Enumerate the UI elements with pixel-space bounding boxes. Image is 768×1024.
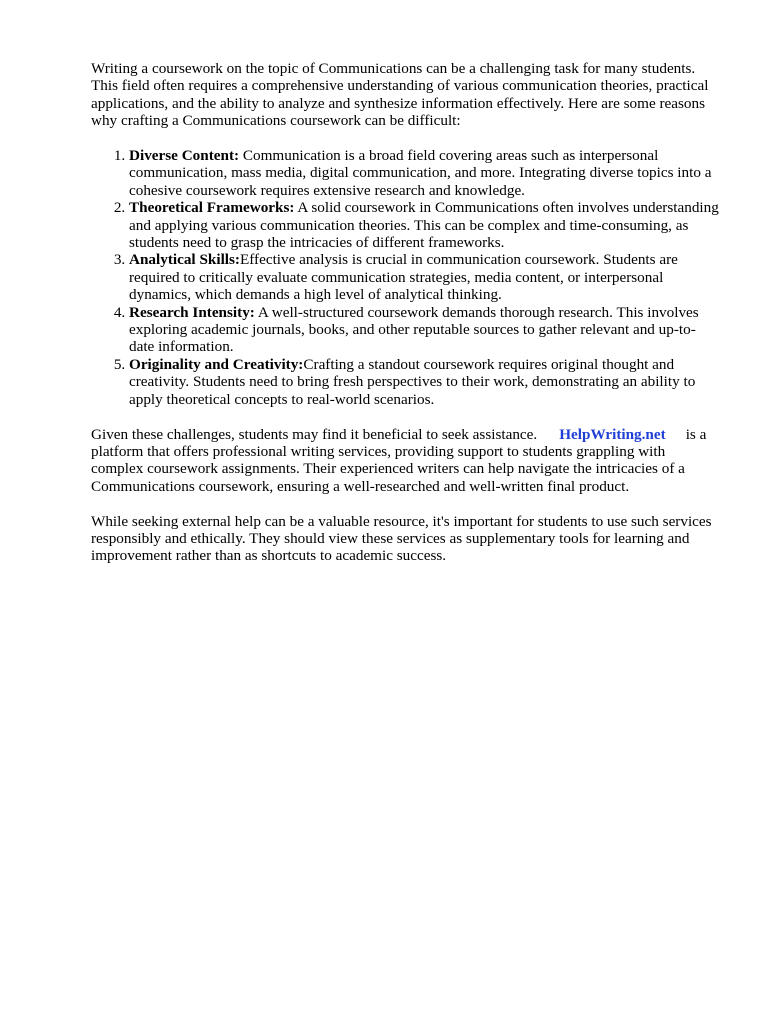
reasons-list (91, 147, 721, 408)
list-item (129, 199, 721, 251)
reason-text: A well-structured coursework demands thorough research. This involves exploring academic journals, books, and other reputable sources to gather relevant and up-to-date information. (129, 303, 699, 356)
reason-text: A solid coursework in Communications often involves understanding and applying various communication theories. This can be complex and time-consuming, as students need to grasp the intricacies of different frameworks. (129, 199, 719, 252)
list-item (129, 251, 721, 303)
list-item (129, 356, 721, 408)
list-item (129, 147, 721, 199)
reason-text: Communication is a broad field covering areas such as interpersonal communication, mass media, digital communication, and more. Integrating diverse topics into a cohesive coursework requires extensive research and knowledge. (129, 147, 712, 199)
reason-text: Effective analysis is crucial in communication coursework. Students are required to critically evaluate communication strategies, media content, or interpersonal dynamics, which demands a high level of analytical thinking. (129, 251, 678, 304)
list-item (129, 304, 721, 356)
reason-term: Research Intensity: (129, 303, 255, 321)
assistance-paragraph (91, 426, 721, 496)
document-page (91, 60, 721, 582)
intro-paragraph: Writing a coursework on the topic of Communications can be a challenging task for many students. This field often requires a comprehensive understanding of various communication theories, practical applications, and the ability to analyze and synthesize information effectively. Here are some reasons why crafting a Communications coursework can be difficult: (91, 60, 709, 130)
assistance-text-before: Given these challenges, students may find it beneficial to seek assistance. (91, 425, 538, 443)
reason-term: Originality and Creativity: (129, 355, 304, 373)
closing-paragraph: While seeking external help can be a valuable resource, it's important for students to use such services responsibly and ethically. They should view these services as supplementary tools for learning and improvement rather than as shortcuts to academic success. (91, 512, 712, 565)
helpwriting-link[interactable]: HelpWriting.net (559, 425, 666, 443)
reason-term: Theoretical Frameworks: (129, 199, 295, 217)
reason-term: Diverse Content: (129, 147, 240, 165)
assistance-text-after: is a platform that offers professional writing services, providing support to students grappling with complex coursework assignments. Their experienced writers can help navigate the intricacies of a Communications coursework, ensuring a well-researched and well-written final product. (91, 425, 707, 495)
reason-text: Crafting a standout coursework requires original thought and creativity. Students need to bring fresh perspectives to their work, demonstrating an ability to apply theoretical concepts to real-world scenarios. (129, 355, 696, 408)
reason-term: Analytical Skills: (129, 251, 240, 269)
